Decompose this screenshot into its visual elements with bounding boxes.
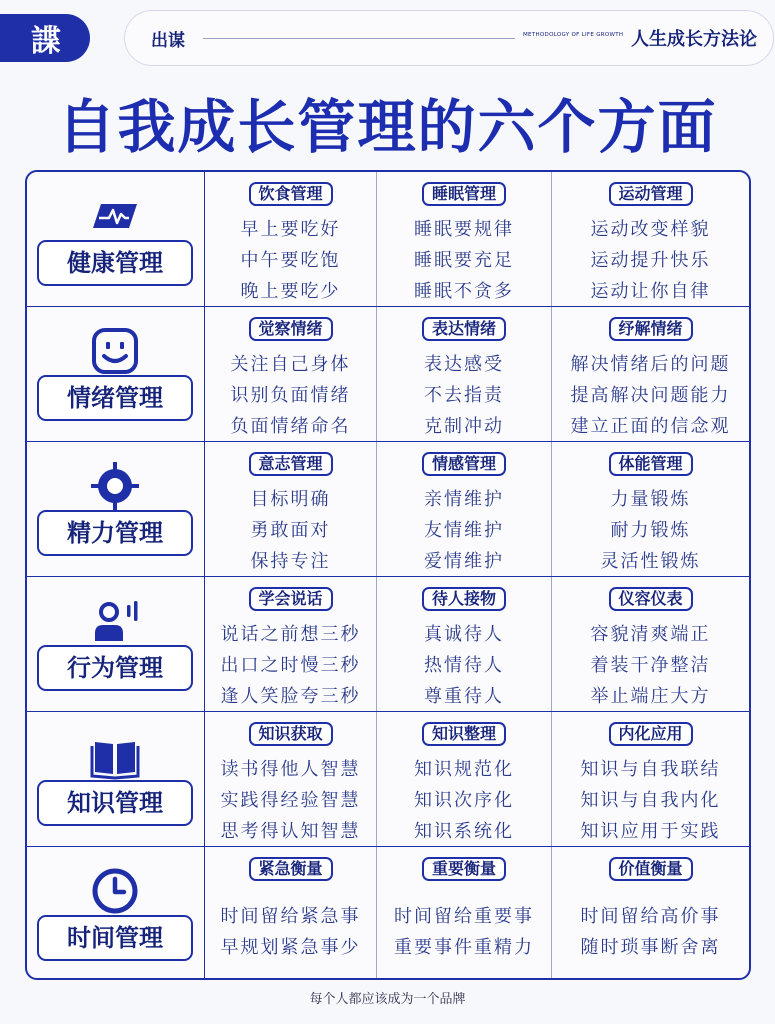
subcategory-lines — [552, 484, 749, 577]
subcategory-line: 亲情维护 — [424, 489, 504, 510]
heartbeat-monitor-icon — [89, 190, 141, 242]
subcategory-line: 目标明确 — [250, 489, 331, 510]
subcategory-title: 知识获取 — [248, 722, 332, 746]
subcategory-line: 时间留给紧急事 — [220, 906, 361, 927]
subcategory-line: 尊重待人 — [424, 686, 504, 707]
category-label: 行为管理 — [37, 645, 193, 691]
subcategory-line: 睡眠要规律 — [414, 219, 514, 240]
subcategory-line: 爱情维护 — [424, 551, 504, 572]
category-cell — [27, 442, 205, 576]
category-cell — [27, 712, 205, 846]
subcategory-line: 逢人笑脸夸三秒 — [220, 686, 361, 707]
subcategory-line: 保持专注 — [250, 551, 331, 572]
subcategory-line: 出口之时慢三秒 — [220, 655, 361, 676]
category-row — [27, 712, 749, 847]
subcategory-title: 饮食管理 — [248, 182, 332, 206]
subcategory-line: 耐力锻炼 — [610, 520, 691, 541]
subcategory-cell — [205, 172, 377, 306]
subcategory-line: 热情待人 — [424, 655, 504, 676]
clock-icon — [89, 865, 141, 917]
subcategory-line: 说话之前想三秒 — [220, 624, 361, 645]
subcategory-lines — [552, 754, 749, 847]
subcategory-line: 着装干净整洁 — [590, 655, 711, 676]
category-label: 知识管理 — [37, 780, 193, 826]
subcategory-line: 睡眠要充足 — [414, 250, 514, 271]
subcategory-lines — [205, 901, 376, 963]
subcategory-line: 真诚待人 — [424, 624, 504, 645]
subcategory-line: 友情维护 — [424, 520, 504, 541]
subcategory-lines — [205, 754, 376, 847]
subcategory-title: 重要衡量 — [422, 857, 506, 881]
category-cell — [27, 172, 205, 306]
subcategory-cell — [205, 847, 377, 980]
subcategory-lines — [552, 349, 749, 442]
footer-slogan: 每个人都应该成为一个品牌 — [309, 992, 466, 1007]
subcategory-cell — [377, 442, 552, 576]
header-pill — [124, 10, 774, 66]
subcategory-line: 关注自己身体 — [230, 354, 351, 375]
target-crosshair-icon — [89, 460, 141, 512]
subcategory-line: 运动改变样貌 — [590, 219, 711, 240]
subcategory-title: 表达情绪 — [422, 317, 506, 341]
header-divider-line — [203, 38, 515, 39]
subcategory-lines — [377, 349, 551, 442]
brand-name: 出谋 — [151, 31, 185, 51]
subcategory-cell — [205, 307, 377, 441]
subcategory-line: 负面情绪命名 — [230, 416, 351, 437]
subcategory-title: 觉察情绪 — [248, 317, 332, 341]
smiley-face-icon — [89, 325, 141, 377]
category-row — [27, 577, 749, 712]
subcategory-line: 晚上要吃少 — [240, 281, 341, 302]
subcategory-lines — [377, 754, 551, 847]
category-cell — [27, 577, 205, 711]
subcategory-lines — [377, 214, 551, 307]
subcategory-lines — [205, 214, 376, 307]
subcategory-lines — [205, 349, 376, 442]
subcategory-line: 表达感受 — [424, 354, 504, 375]
subcategory-line: 中午要吃饱 — [240, 250, 341, 271]
subcategory-line: 运动提升快乐 — [590, 250, 711, 271]
subcategory-line: 建立正面的信念观 — [570, 416, 731, 437]
subcategory-lines — [377, 901, 551, 963]
category-row — [27, 847, 749, 980]
subcategory-cell — [205, 712, 377, 846]
subcategory-cell — [552, 847, 749, 980]
category-cell — [27, 847, 205, 980]
subcategory-line: 灵活性锻炼 — [600, 551, 701, 572]
category-row — [27, 307, 749, 442]
subcategory-lines — [552, 619, 749, 712]
subcategory-title: 内化应用 — [608, 722, 692, 746]
subcategory-title: 纾解情绪 — [608, 317, 692, 341]
subcategory-line: 克制冲动 — [424, 416, 504, 437]
subcategory-title: 学会说话 — [248, 587, 332, 611]
subcategory-line: 举止端庄大方 — [590, 686, 711, 707]
subcategory-title: 待人接物 — [422, 587, 506, 611]
person-speaking-icon — [89, 595, 141, 647]
header-bar — [0, 8, 775, 64]
subcategory-line: 提高解决问题能力 — [570, 385, 731, 406]
subcategory-cell — [552, 442, 749, 576]
subcategory-lines — [205, 619, 376, 712]
subcategory-cell — [552, 577, 749, 711]
subcategory-lines — [205, 484, 376, 577]
subcategory-line: 实践得经验智慧 — [220, 790, 361, 811]
open-book-icon — [89, 730, 141, 782]
subcategory-line: 随时琐事断舍离 — [580, 937, 721, 958]
subcategory-title: 价值衡量 — [608, 857, 692, 881]
subcategory-line: 知识应用于实践 — [580, 821, 721, 842]
subcategory-line: 早规划紧急事少 — [220, 937, 361, 958]
subcategory-line: 知识与自我联结 — [580, 759, 721, 780]
subcategory-cell — [377, 307, 552, 441]
subcategory-line: 思考得认知智慧 — [220, 821, 361, 842]
subcategory-line: 解决情绪后的问题 — [570, 354, 731, 375]
subcategory-line: 勇敢面对 — [250, 520, 331, 541]
subcategory-lines — [377, 484, 551, 577]
category-label: 精力管理 — [37, 510, 193, 556]
subcategory-lines — [552, 901, 749, 963]
management-grid — [25, 170, 751, 980]
category-row — [27, 442, 749, 577]
subcategory-title: 运动管理 — [608, 182, 692, 206]
subcategory-cell — [552, 172, 749, 306]
subcategory-cell — [377, 172, 552, 306]
category-row — [27, 172, 749, 307]
subcategory-cell — [377, 712, 552, 846]
subcategory-line: 识别负面情绪 — [230, 385, 351, 406]
header-tagline: METHODOLOGY OF LIFE GROWTH — [523, 32, 624, 38]
subcategory-title: 情感管理 — [422, 452, 506, 476]
subcategory-title: 仪容仪表 — [608, 587, 692, 611]
subcategory-line: 重要事件重精力 — [394, 937, 534, 958]
subcategory-title: 体能管理 — [608, 452, 692, 476]
category-label: 情绪管理 — [37, 375, 193, 421]
subcategory-line: 容貌清爽端正 — [590, 624, 711, 645]
header-title: 人生成长方法论 — [631, 29, 757, 50]
subcategory-line: 力量锻炼 — [610, 489, 691, 510]
category-cell — [27, 307, 205, 441]
subcategory-cell — [377, 847, 552, 980]
subcategory-line: 知识规范化 — [414, 759, 514, 780]
subcategory-line: 不去指责 — [424, 385, 504, 406]
subcategory-title: 意志管理 — [248, 452, 332, 476]
subcategory-line: 运动让你自律 — [590, 281, 711, 302]
logo-badge: 諜 — [0, 14, 90, 62]
main-title: 自我成长管理的六个方面 — [57, 93, 718, 161]
subcategory-line: 睡眠不贪多 — [414, 281, 514, 302]
subcategory-cell — [552, 307, 749, 441]
subcategory-cell — [205, 577, 377, 711]
subcategory-title: 睡眠管理 — [422, 182, 506, 206]
subcategory-line: 早上要吃好 — [240, 219, 341, 240]
subcategory-cell — [205, 442, 377, 576]
subcategory-line: 读书得他人智慧 — [220, 759, 361, 780]
subcategory-cell — [552, 712, 749, 846]
subcategory-title: 知识整理 — [422, 722, 506, 746]
subcategory-title: 紧急衡量 — [248, 857, 332, 881]
subcategory-line: 知识与自我内化 — [580, 790, 721, 811]
subcategory-lines — [377, 619, 551, 712]
category-label: 健康管理 — [37, 240, 193, 286]
subcategory-line: 时间留给重要事 — [394, 906, 534, 927]
subcategory-line: 时间留给高价事 — [580, 906, 721, 927]
subcategory-lines — [552, 214, 749, 307]
subcategory-line: 知识系统化 — [414, 821, 514, 842]
subcategory-cell — [377, 577, 552, 711]
category-label: 时间管理 — [37, 915, 193, 961]
subcategory-line: 知识次序化 — [414, 790, 514, 811]
